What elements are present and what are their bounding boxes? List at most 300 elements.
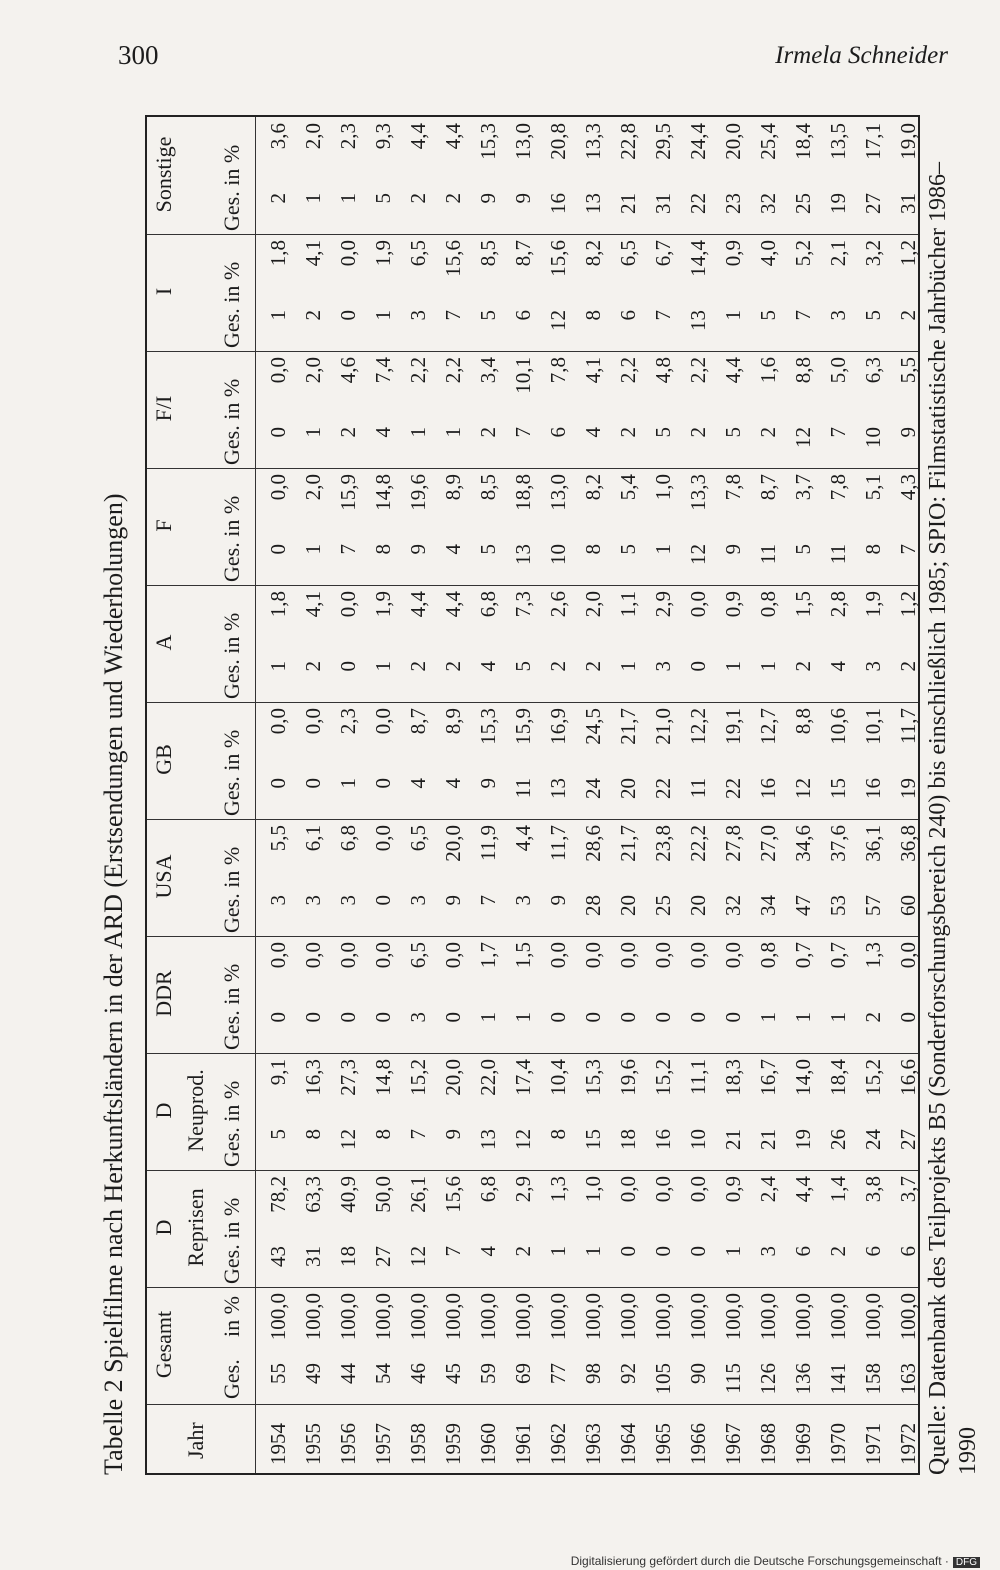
percent-cell: 19,0 (896, 123, 920, 160)
header-ges-pct: Ges. in % (219, 261, 244, 348)
percent-cell: 0,0 (336, 942, 360, 969)
percent-cell: 11,7 (896, 708, 920, 744)
count-cell: 1 (301, 193, 325, 204)
count-cell: 13 (546, 778, 570, 799)
count-cell: 7 (441, 310, 465, 321)
count-cell: 0 (336, 1012, 360, 1023)
percent-cell: 14,8 (371, 1059, 395, 1096)
percent-cell: 100,0 (441, 1293, 465, 1341)
count-cell: 24 (581, 778, 605, 799)
count-cell: 0 (371, 778, 395, 789)
count-cell: 8 (581, 544, 605, 555)
percent-cell: 0,0 (896, 942, 920, 969)
count-cell: 5 (616, 544, 640, 555)
header-ges-pct: Ges. in % (219, 729, 244, 816)
percent-cell: 8,2 (581, 240, 605, 267)
header-group: F/I (151, 395, 176, 422)
percent-cell: 16,6 (896, 1059, 920, 1096)
count-cell: 6 (791, 1246, 815, 1257)
percent-cell: 6,5 (616, 240, 640, 267)
count-cell: 20 (616, 895, 640, 916)
percent-cell: 18,8 (511, 474, 535, 511)
percent-cell: 4,4 (791, 1176, 815, 1203)
count-cell: 1 (581, 1246, 605, 1257)
count-cell: 16 (756, 778, 780, 799)
count-cell: 0 (371, 1012, 395, 1023)
digitization-footer (571, 1554, 980, 1568)
percent-cell: 100,0 (651, 1293, 675, 1341)
percent-cell: 100,0 (686, 1293, 710, 1341)
year-cell: 1964 (616, 1423, 640, 1465)
percent-cell: 16,7 (756, 1059, 780, 1096)
percent-cell: 15,9 (336, 474, 360, 511)
percent-cell: 15,3 (476, 708, 500, 745)
percent-cell: 22,0 (476, 1059, 500, 1096)
count-cell: 8 (581, 310, 605, 321)
count-cell: 2 (546, 661, 570, 672)
percent-cell: 8,7 (406, 708, 430, 735)
count-cell: 9 (406, 544, 430, 555)
count-cell: 24 (861, 1129, 885, 1150)
percent-cell: 100,0 (721, 1293, 745, 1341)
percent-cell: 14,8 (371, 474, 395, 511)
table-row (576, 117, 611, 1473)
percent-cell: 4,4 (511, 825, 535, 852)
percent-cell: 23,8 (651, 825, 675, 862)
count-cell: 12 (686, 544, 710, 565)
count-cell: 10 (861, 427, 885, 448)
percent-cell: 6,1 (301, 825, 325, 852)
percent-cell: 2,3 (336, 708, 360, 735)
header-pct: in % (219, 1296, 244, 1337)
count-cell: 0 (441, 1012, 465, 1023)
count-cell: 22 (651, 778, 675, 799)
year-cell: 1958 (406, 1423, 430, 1465)
count-cell: 0 (336, 661, 360, 672)
footer-text: Digitalisierung gefördert durch die Deutsche Forschungsgemeinschaft · (570, 1554, 949, 1568)
header-ges-pct: Ges. in % (219, 846, 244, 933)
count-cell: 11 (511, 778, 535, 799)
count-cell: 8 (861, 544, 885, 555)
percent-cell: 2,0 (301, 123, 325, 150)
percent-cell: 15,3 (581, 1059, 605, 1096)
count-cell: 0 (266, 778, 290, 789)
header-ges: Ges. (219, 1359, 244, 1399)
count-cell: 2 (826, 1246, 850, 1257)
rotated-table-block (99, 95, 981, 1475)
percent-cell: 13,3 (581, 123, 605, 160)
count-cell: 18 (336, 1246, 360, 1267)
header-group: Gesamt (151, 1310, 176, 1379)
count-cell: 0 (616, 1246, 640, 1257)
table-row (366, 117, 401, 1473)
percent-cell: 24,4 (686, 123, 710, 160)
percent-cell: 8,2 (581, 474, 605, 501)
percent-cell: 2,1 (826, 240, 850, 267)
percent-cell: 0,0 (686, 1176, 710, 1203)
header-ges-pct: Ges. in % (219, 495, 244, 582)
count-cell: 45 (441, 1363, 465, 1384)
count-cell: 77 (546, 1363, 570, 1384)
percent-cell: 6,5 (406, 942, 430, 969)
count-cell: 1 (826, 1012, 850, 1023)
percent-cell: 0,0 (266, 357, 290, 384)
percent-cell: 100,0 (616, 1293, 640, 1341)
count-cell: 7 (896, 544, 920, 555)
count-cell: 20 (616, 778, 640, 799)
percent-cell: 1,5 (511, 942, 535, 969)
percent-cell: 1,9 (371, 591, 395, 618)
percent-cell: 15,6 (546, 240, 570, 277)
count-cell: 2 (406, 193, 430, 204)
percent-cell: 20,8 (546, 123, 570, 160)
percent-cell: 14,0 (791, 1059, 815, 1096)
percent-cell: 34,6 (791, 825, 815, 862)
count-cell: 21 (616, 193, 640, 214)
count-cell: 2 (336, 427, 360, 438)
percent-cell: 25,4 (756, 123, 780, 160)
percent-cell: 100,0 (756, 1293, 780, 1341)
table-row (786, 117, 821, 1473)
count-cell: 23 (721, 193, 745, 214)
header-sub-neuprod: Neuprod. (183, 1069, 208, 1152)
count-cell: 57 (861, 895, 885, 916)
header-jahr: Jahr (183, 1422, 208, 1459)
percent-cell: 4,1 (301, 240, 325, 267)
count-cell: 4 (371, 427, 395, 438)
count-cell: 2 (686, 427, 710, 438)
percent-cell: 1,8 (266, 240, 290, 267)
count-cell: 0 (721, 1012, 745, 1023)
percent-cell: 16,9 (546, 708, 570, 745)
page-number: 300 (118, 40, 159, 70)
count-cell: 2 (616, 427, 640, 438)
table-row (436, 117, 471, 1473)
count-cell: 26 (826, 1129, 850, 1150)
percent-cell: 28,6 (581, 825, 605, 862)
count-cell: 92 (616, 1363, 640, 1384)
count-cell: 6 (861, 1246, 885, 1257)
count-cell: 1 (511, 1012, 535, 1023)
count-cell: 1 (441, 427, 465, 438)
count-cell: 1 (336, 193, 360, 204)
count-cell: 5 (476, 544, 500, 555)
percent-cell: 21,7 (616, 708, 640, 745)
percent-cell: 0,0 (266, 942, 290, 969)
percent-cell: 100,0 (371, 1293, 395, 1341)
running-head: Irmela Schneider (775, 42, 948, 69)
year-cell: 1960 (476, 1423, 500, 1465)
count-cell: 3 (301, 895, 325, 906)
count-cell: 2 (896, 661, 920, 672)
percent-cell: 3,8 (861, 1176, 885, 1203)
count-cell: 3 (406, 1012, 430, 1023)
count-cell: 1 (756, 661, 780, 672)
count-cell: 9 (441, 1129, 465, 1140)
percent-cell: 19,6 (616, 1059, 640, 1096)
percent-cell: 4,4 (721, 357, 745, 384)
count-cell: 3 (406, 895, 430, 906)
count-cell: 21 (721, 1129, 745, 1150)
count-cell: 4 (441, 778, 465, 789)
percent-cell: 100,0 (581, 1293, 605, 1341)
year-cell: 1957 (371, 1423, 395, 1465)
count-cell: 1 (721, 310, 745, 321)
count-cell: 1 (371, 661, 395, 672)
count-cell: 53 (826, 895, 850, 916)
count-cell: 1 (791, 1012, 815, 1023)
header-ges-pct: Ges. in % (219, 1080, 244, 1167)
count-cell: 9 (896, 427, 920, 438)
count-cell: 2 (406, 661, 430, 672)
percent-cell: 2,2 (406, 357, 430, 384)
count-cell: 1 (336, 778, 360, 789)
count-cell: 25 (651, 895, 675, 916)
percent-cell: 20,0 (441, 1059, 465, 1096)
count-cell: 69 (511, 1363, 535, 1384)
count-cell: 47 (791, 895, 815, 916)
count-cell: 1 (266, 310, 290, 321)
percent-cell: 10,4 (546, 1059, 570, 1096)
percent-cell: 0,0 (266, 474, 290, 501)
percent-cell: 36,8 (896, 825, 920, 862)
percent-cell: 20,0 (721, 123, 745, 160)
percent-cell: 27,0 (756, 825, 780, 862)
count-cell: 5 (511, 661, 535, 672)
header-group: USA (151, 854, 176, 899)
count-cell: 4 (476, 661, 500, 672)
table-row (611, 117, 646, 1473)
count-cell: 3 (826, 310, 850, 321)
count-cell: 34 (756, 895, 780, 916)
table-row (821, 117, 856, 1473)
count-cell: 0 (616, 1012, 640, 1023)
count-cell: 43 (266, 1246, 290, 1267)
percent-cell: 18,4 (826, 1059, 850, 1096)
count-cell: 31 (896, 193, 920, 214)
count-cell: 90 (686, 1363, 710, 1384)
count-cell: 11 (686, 778, 710, 799)
count-cell: 5 (476, 310, 500, 321)
percent-cell: 100,0 (301, 1293, 325, 1341)
count-cell: 0 (266, 427, 290, 438)
count-cell: 8 (301, 1129, 325, 1140)
percent-cell: 1,9 (861, 591, 885, 618)
count-cell: 8 (371, 1129, 395, 1140)
count-cell: 22 (686, 193, 710, 214)
percent-cell: 4,1 (301, 591, 325, 618)
table-row (506, 117, 541, 1473)
count-cell: 8 (546, 1129, 570, 1140)
year-cell: 1971 (861, 1423, 885, 1465)
percent-cell: 0,0 (301, 708, 325, 735)
header-ges-pct: Ges. in % (219, 963, 244, 1050)
header-ges-pct: Ges. in % (219, 1197, 244, 1284)
percent-cell: 2,3 (336, 123, 360, 150)
count-cell: 1 (756, 1012, 780, 1023)
percent-cell: 0,0 (581, 942, 605, 969)
count-cell: 4 (406, 778, 430, 789)
count-cell: 0 (686, 1246, 710, 1257)
header-group: GB (151, 744, 176, 775)
year-cell: 1970 (826, 1423, 850, 1465)
percent-cell: 1,2 (896, 240, 920, 267)
percent-cell: 100,0 (476, 1293, 500, 1341)
percent-cell: 6,7 (651, 240, 675, 267)
percent-cell: 1,0 (581, 1176, 605, 1203)
count-cell: 0 (651, 1246, 675, 1257)
percent-cell: 0,9 (721, 591, 745, 618)
count-cell: 9 (546, 895, 570, 906)
percent-cell: 8,5 (476, 474, 500, 501)
count-cell: 7 (651, 310, 675, 321)
count-cell: 158 (861, 1363, 885, 1395)
percent-cell: 6,5 (406, 240, 430, 267)
table-row (296, 117, 331, 1473)
percent-cell: 1,3 (861, 942, 885, 969)
percent-cell: 1,2 (896, 591, 920, 618)
count-cell: 13 (581, 193, 605, 214)
count-cell: 2 (861, 1012, 885, 1023)
percent-cell: 5,0 (826, 357, 850, 384)
percent-cell: 0,0 (301, 942, 325, 969)
percent-cell: 9,3 (371, 123, 395, 150)
header-ges-pct: Ges. in % (219, 612, 244, 699)
count-cell: 6 (616, 310, 640, 321)
percent-cell: 0,9 (721, 1176, 745, 1203)
percent-cell: 7,3 (511, 591, 535, 618)
count-cell: 11 (826, 544, 850, 565)
count-cell: 1 (721, 1246, 745, 1257)
percent-cell: 100,0 (266, 1293, 290, 1341)
count-cell: 141 (826, 1363, 850, 1395)
percent-cell: 2,2 (616, 357, 640, 384)
count-cell: 3 (861, 661, 885, 672)
year-cell: 1959 (441, 1423, 465, 1465)
percent-cell: 10,1 (511, 357, 535, 394)
count-cell: 8 (371, 544, 395, 555)
percent-cell: 17,4 (511, 1059, 535, 1096)
percent-cell: 11,7 (546, 825, 570, 861)
year-cell: 1969 (791, 1423, 815, 1465)
percent-cell: 0,7 (826, 942, 850, 969)
percent-cell: 1,8 (266, 591, 290, 618)
percent-cell: 0,0 (651, 1176, 675, 1203)
count-cell: 1 (406, 427, 430, 438)
count-cell: 136 (791, 1363, 815, 1395)
percent-cell: 11,1 (686, 1059, 710, 1095)
count-cell: 28 (581, 895, 605, 916)
percent-cell: 24,5 (581, 708, 605, 745)
header-ges-pct: Ges. in % (219, 378, 244, 465)
header-group: D (151, 1102, 176, 1119)
count-cell: 60 (896, 895, 920, 916)
percent-cell: 15,2 (651, 1059, 675, 1096)
count-cell: 10 (546, 544, 570, 565)
percent-cell: 4,4 (406, 123, 430, 150)
count-cell: 13 (476, 1129, 500, 1150)
count-cell: 54 (371, 1363, 395, 1384)
count-cell: 22 (721, 778, 745, 799)
count-cell: 7 (826, 427, 850, 438)
percent-cell: 37,6 (826, 825, 850, 862)
count-cell: 16 (546, 193, 570, 214)
table-row (751, 117, 786, 1473)
count-cell: 32 (756, 193, 780, 214)
percent-cell: 7,8 (826, 474, 850, 501)
count-cell: 21 (756, 1129, 780, 1150)
count-cell: 59 (476, 1363, 500, 1384)
header-group: Sonstige (151, 136, 176, 213)
table-row (646, 117, 681, 1473)
count-cell: 31 (301, 1246, 325, 1267)
percent-cell: 50,0 (371, 1176, 395, 1213)
percent-cell: 4,0 (756, 240, 780, 267)
table-row (716, 117, 751, 1473)
percent-cell: 14,4 (686, 240, 710, 277)
percent-cell: 5,1 (861, 474, 885, 501)
percent-cell: 13,0 (511, 123, 535, 160)
count-cell: 3 (406, 310, 430, 321)
percent-cell: 22,2 (686, 825, 710, 862)
percent-cell: 15,9 (511, 708, 535, 745)
percent-cell: 10,1 (861, 708, 885, 745)
percent-cell: 100,0 (546, 1293, 570, 1341)
percent-cell: 8,9 (441, 474, 465, 501)
count-cell: 4 (581, 427, 605, 438)
count-cell: 13 (686, 310, 710, 331)
percent-cell: 2,2 (686, 357, 710, 384)
count-cell: 32 (721, 895, 745, 916)
count-cell: 9 (476, 778, 500, 789)
percent-cell: 4,6 (336, 357, 360, 384)
count-cell: 0 (266, 1012, 290, 1023)
count-cell: 0 (686, 1012, 710, 1023)
count-cell: 98 (581, 1363, 605, 1384)
table-caption: Tabelle 2 Spielfilme nach Herkunftsländern in der ARD (Erstsendungen und Wiederholungen) (99, 493, 128, 1475)
percent-cell: 78,2 (266, 1176, 290, 1213)
percent-cell: 12,7 (756, 708, 780, 745)
count-cell: 15 (826, 778, 850, 799)
count-cell: 12 (791, 778, 815, 799)
percent-cell: 100,0 (896, 1293, 920, 1341)
percent-cell: 5,5 (266, 825, 290, 852)
percent-cell: 0,0 (546, 942, 570, 969)
percent-cell: 19,1 (721, 708, 745, 745)
count-cell: 19 (826, 193, 850, 214)
count-cell: 126 (756, 1363, 780, 1395)
count-cell: 25 (791, 193, 815, 214)
percent-cell: 1,4 (826, 1176, 850, 1203)
percent-cell: 15,2 (861, 1059, 885, 1096)
percent-cell: 0,0 (371, 708, 395, 735)
percent-cell: 1,5 (791, 591, 815, 618)
percent-cell: 8,5 (476, 240, 500, 267)
year-cell: 1968 (756, 1423, 780, 1465)
count-cell: 1 (371, 310, 395, 321)
count-cell: 0 (896, 1012, 920, 1023)
count-cell: 5 (651, 427, 675, 438)
count-cell: 1 (476, 1012, 500, 1023)
percent-cell: 100,0 (826, 1293, 850, 1341)
count-cell: 27 (896, 1129, 920, 1150)
count-cell: 0 (301, 1012, 325, 1023)
count-cell: 7 (511, 427, 535, 438)
percent-cell: 0,0 (686, 942, 710, 969)
percent-cell: 1,6 (756, 357, 780, 384)
count-cell: 12 (791, 427, 815, 448)
count-cell: 5 (861, 310, 885, 321)
